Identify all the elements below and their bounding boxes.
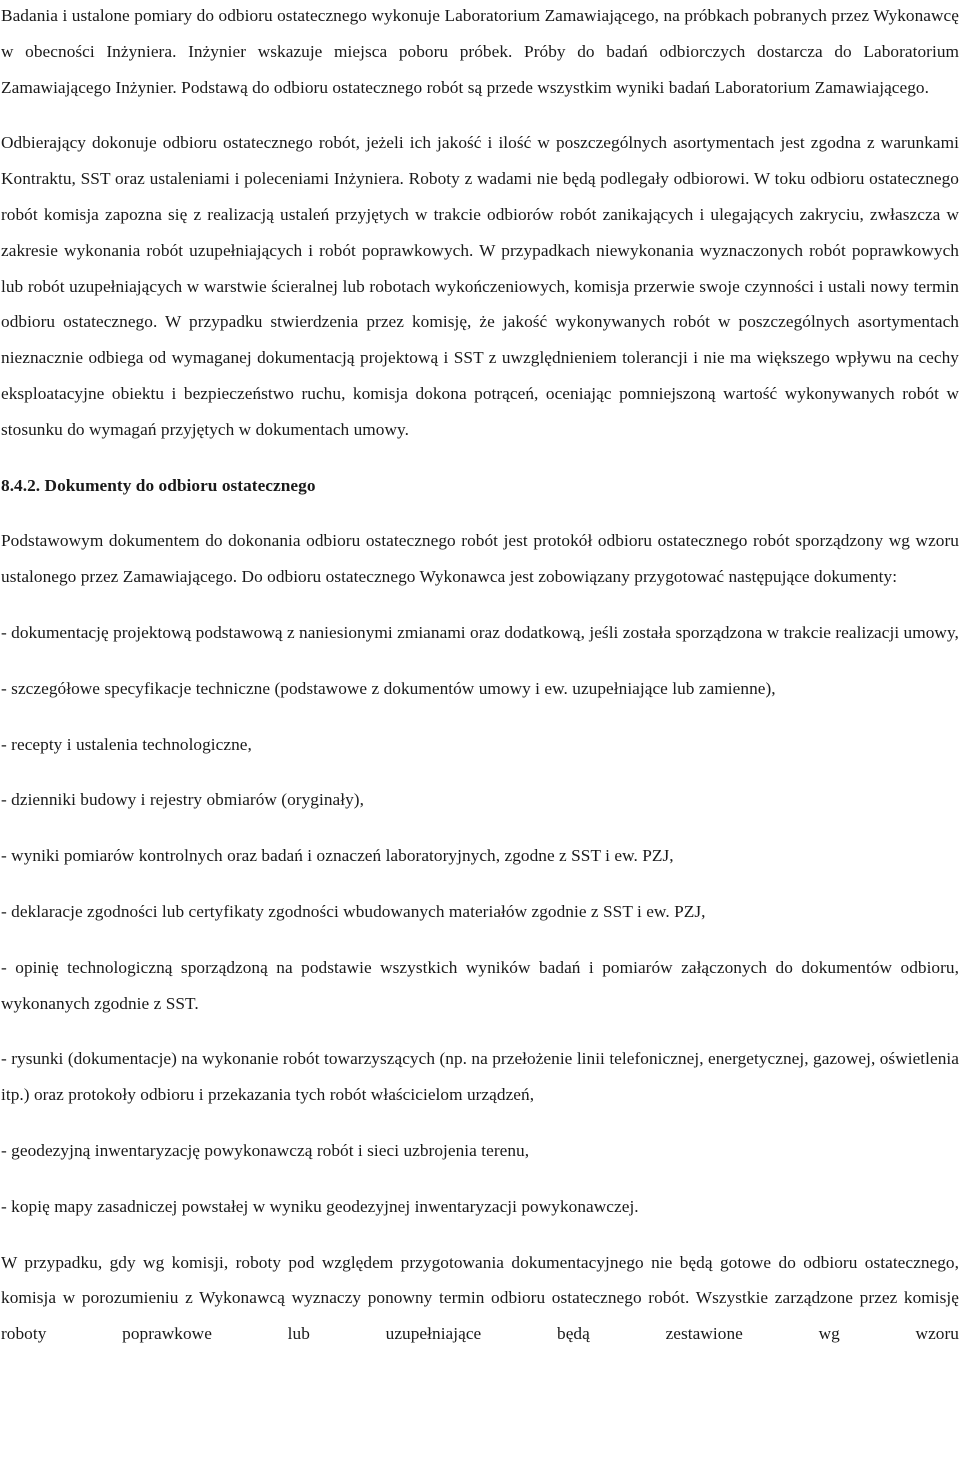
list-item: - deklaracje zgodności lub certyfikaty zgodności wbudowanych materiałów zgodnie z SST i ew. PZJ,	[1, 901, 706, 921]
section-heading: 8.4.2. Dokumenty do odbioru ostatecznego	[1, 475, 316, 495]
paragraph-documents-intro: Podstawowym dokumentem do dokonania odbioru ostatecznego robót jest protokół odbioru ostatecznego robót sporządzony wg wzoru ustalonego przez Zamawiającego. Do odbioru ostatecznego Wykonawca jest zobowiązany przygotować następujące dokumenty:	[1, 531, 959, 587]
list-item: - kopię mapy zasadniczej powstałej w wyniku geodezyjnej inwentaryzacji powykonawczej.	[1, 1196, 639, 1216]
list-item: - rysunki (dokumentacje) na wykonanie robót towarzyszących (np. na przełożenie linii telefonicznej, energetycznej, gazowej, oświetlenia itp.) oraz protokoły odbioru i przekazania tych robót właścicielom urządzeń,	[1, 1049, 959, 1105]
list-item: - dokumentację projektową podstawową z naniesionymi zmianami oraz dodatkową, jeśli została sporządzona w trakcie realizacji umowy,	[1, 622, 959, 642]
paragraph-documentation-not-ready: W przypadku, gdy wg komisji, roboty pod względem przygotowania dokumentacyjnego nie będą gotowe do odbioru ostatecznego, komisja w porozumieniu z Wykonawcą wyznaczy ponowny termin odbioru ostatecznego robót. Wszystkie zarządzone przez komisję roboty poprawkowe lub uzupełniające będą zestawione wg wzoru	[1, 1252, 959, 1344]
list-item: - szczegółowe specyfikacje techniczne (podstawowe z dokumentów umowy i ew. uzupełniające lub zamienne),	[1, 678, 776, 698]
list-item: - wyniki pomiarów kontrolnych oraz badań i oznaczeń laboratoryjnych, zgodne z SST i ew. PZJ,	[1, 846, 674, 866]
list-item: - recepty i ustalenia technologiczne,	[1, 734, 252, 754]
list-item: - dzienniki budowy i rejestry obmiarów (oryginały),	[1, 790, 364, 810]
list-item: - geodezyjną inwentaryzację powykonawczą robót i sieci uzbrojenia terenu,	[1, 1140, 530, 1160]
paragraph-acceptance-conditions: Odbierający dokonuje odbioru ostatecznego robót, jeżeli ich jakość i ilość w poszczególnych asortymentach jest zgodna z warunkami Kontraktu, SST oraz ustaleniami i poleceniami Inżyniera. Roboty z wadami nie będą podlegały odbiorowi. W toku odbioru ostatecznego robót komisja zapozna się z realizacją ustaleń przyjętych w trakcie odbiorów robót zanikających i ulegających zakryciu, zwłaszcza w zakresie wykonania robót uzupełniających i robót poprawkowych. W przypadkach niewykonania wyznaczonych robót poprawkowych lub robót uzupełniających w warstwie ścieralnej lub robotach wykończeniowych, komisja przerwie swoje czynności i ustali nowy termin odbioru ostatecznego. W przypadku stwierdzenia przez komisję, że jakość wykonywanych robót w poszczególnych asortymentach nieznacznie odbiega od wymaganej dokumentacją projektową i SST z uwzględnieniem tolerancji i nie ma większego wpływu na cechy eksploatacyjne obiektu i bezpieczeństwo ruchu, komisja dokona potrąceń, oceniając pomniejszoną wartość wykonywanych robót w stosunku do wymagań przyjętych w dokumentach umowy.	[1, 133, 959, 439]
paragraph-lab-testing: Badania i ustalone pomiary do odbioru ostatecznego wykonuje Laboratorium Zamawiającego, na próbkach pobranych przez Wykonawcę w obecności Inżyniera. Inżynier wskazuje miejsca poboru próbek. Próby do badań odbiorczych dostarcza do Laboratorium Zamawiającego Inżynier. Podstawą do odbioru ostatecznego robót są przede wszystkim wyniki badań Laboratorium Zamawiającego.	[1, 6, 959, 97]
list-item: - opinię technologiczną sporządzoną na podstawie wszystkich wyników badań i pomiarów załączonych do dokumentów odbioru, wykonanych zgodnie z SST.	[1, 957, 959, 1013]
